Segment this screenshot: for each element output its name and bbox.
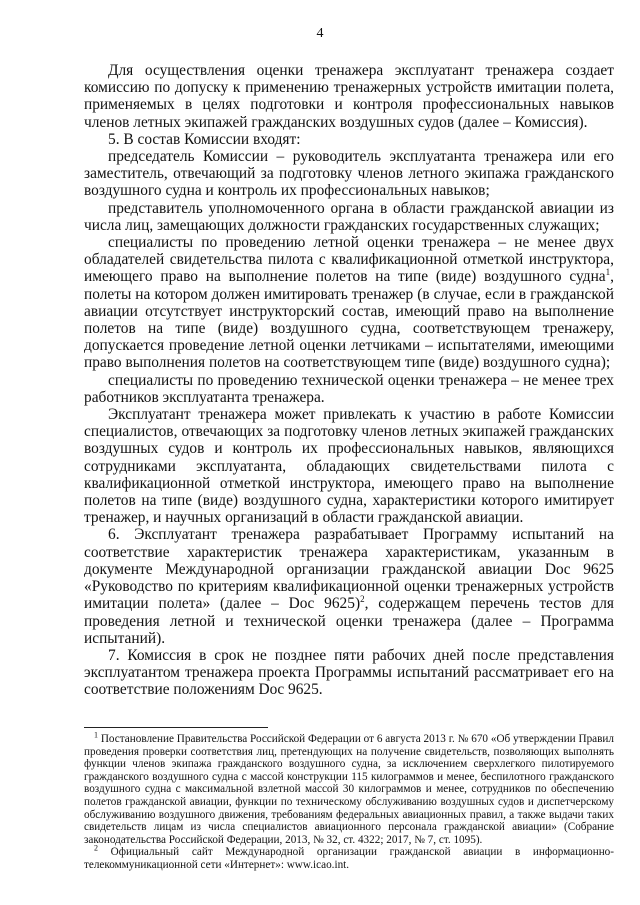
footnote-ref-2: 2 [360,594,365,605]
paragraph-item-5: 5. В состав Комиссии входят: [108,130,301,148]
flight-specialists-text-a: специалисты по проведению летной оценки тренажера – не менее двух обладателей свидетельства пилота с квалификационной отметкой инструктора, имеющего право на выполнение полетов на типе (виде) воздушного судна [84,234,614,286]
footnote-text-2: Официальный сайт Международной организации гражданской авиации в информационно-телекоммуникационной сети «Интернет»: www.icao.int. [84,846,614,871]
paragraph-chairman: председатель Комиссии – руководитель эксплуатанта тренажера или его заместитель, отвечающий за подготовку членов летного экипажа гражданского воздушного судна и контроль их профессиональных навыков; [84,148,614,200]
footnote-2 [84,843,614,871]
paragraph-item-6 [84,526,614,646]
footnotes [84,730,614,872]
paragraph-flight-specialists [84,234,614,372]
body-text [84,62,614,699]
paragraph-item-7: 7. Комиссия в срок не позднее пяти рабочих дней после представления эксплуатантом тренажера проекта Программы испытаний рассматривает его на соответствие положениям Doc 9625. [84,646,614,699]
footnote-marker-2: 2 [94,843,98,853]
paragraph-commission-creation: Для осуществления оценки тренажера эксплуатант тренажера создает комиссию по допуску к применению тренажерных устройств имитации полета, применяемых в целях подготовки и контроля профессиональных навыков членов летных экипажей гражданских воздушных судов (далее – Комиссия). [84,62,614,131]
footnote-ref-1: 1 [605,267,611,278]
footnote-divider [84,727,268,728]
page-number: 4 [316,26,324,41]
footnote-text-1: Постановление Правительства Российской Федерации от 6 августа 2013 г. № 670 «Об утверждении Правил проведения проверки соответствия лиц, претендующих на получение свидетельств, позволяющих выполнять функции членов экипажа гражданского воздушного судна, за исключением сверхлегкого пилотируемого гражданского воздушного судна с массой конструкции 115 килограммов и менее, беспилотного гражданского воздушного судна с максимальной взлетной массой 30 килограммов и менее, сотрудников по обеспечению полетов гражданской авиации, функции по техническому обслуживанию воздушных судов и диспетчерскому обслуживанию воздушного движения, требованиям федеральных авиационных правил, а также выдачи таких свидетельств лицам из числа специалистов авиационного персонала гражданской авиации» (Собрание законодательства Российской Федерации, 2013, № 32, ст. 4322; 2017, № 7, ст. 1095). [84,733,614,846]
paragraph-involve-specialists: Эксплуатант тренажера может привлекать к участию в работе Комиссии специалистов, отвечающих за подготовку членов летных экипажей гражданских воздушных судов и контроль их профессиональных навыков, являющихся сотрудниками эксплуатанта, обладающих свидетельствами пилота с квалификационной отметкой инструктора, имеющего право на выполнение полетов на типе (виде) воздушного судна, характеристики которого имитирует тренажер, и научных организаций в области гражданской авиации. [84,406,614,527]
footnote-marker-1: 1 [94,730,98,740]
flight-specialists-text-b: , полеты на котором должен имитировать тренажер (в случае, если в гражданской авиации отсутствует инструкторский состав, имеющий право на выполнение полетов на типе (виде) воздушного судна, соответствующем тренажеру, допускается проведение летной оценки летчиками – испытателями, имеющими право выполнения полетов на соответствующем типе (виде) воздушного судна); [84,268,614,372]
item-6-text-b: , содержащем перечень тестов для проведения летной и технической оценки тренажера (далее – Программа испытаний). [84,595,615,647]
paragraph-authority-representative: представитель уполномоченного органа в области гражданской авиации из числа лиц, замещающих должности гражданских государственных служащих; [84,199,614,234]
paragraph-technical-specialists: специалисты по проведению технической оценки тренажера – не менее трех работников эксплуатанта тренажера. [84,371,614,406]
item-6-text-a: 6. Эксплуатант тренажера разрабатывает Программу испытаний на соответствие характеристик тренажера характеристикам, указанным в документе Международной организации гражданской авиации Doc 9625 «Руководство по критериям квалификационной оценки тренажерных устройств имитации полета» (далее – Doc 9625) [84,526,614,613]
footnote-1 [84,730,614,846]
